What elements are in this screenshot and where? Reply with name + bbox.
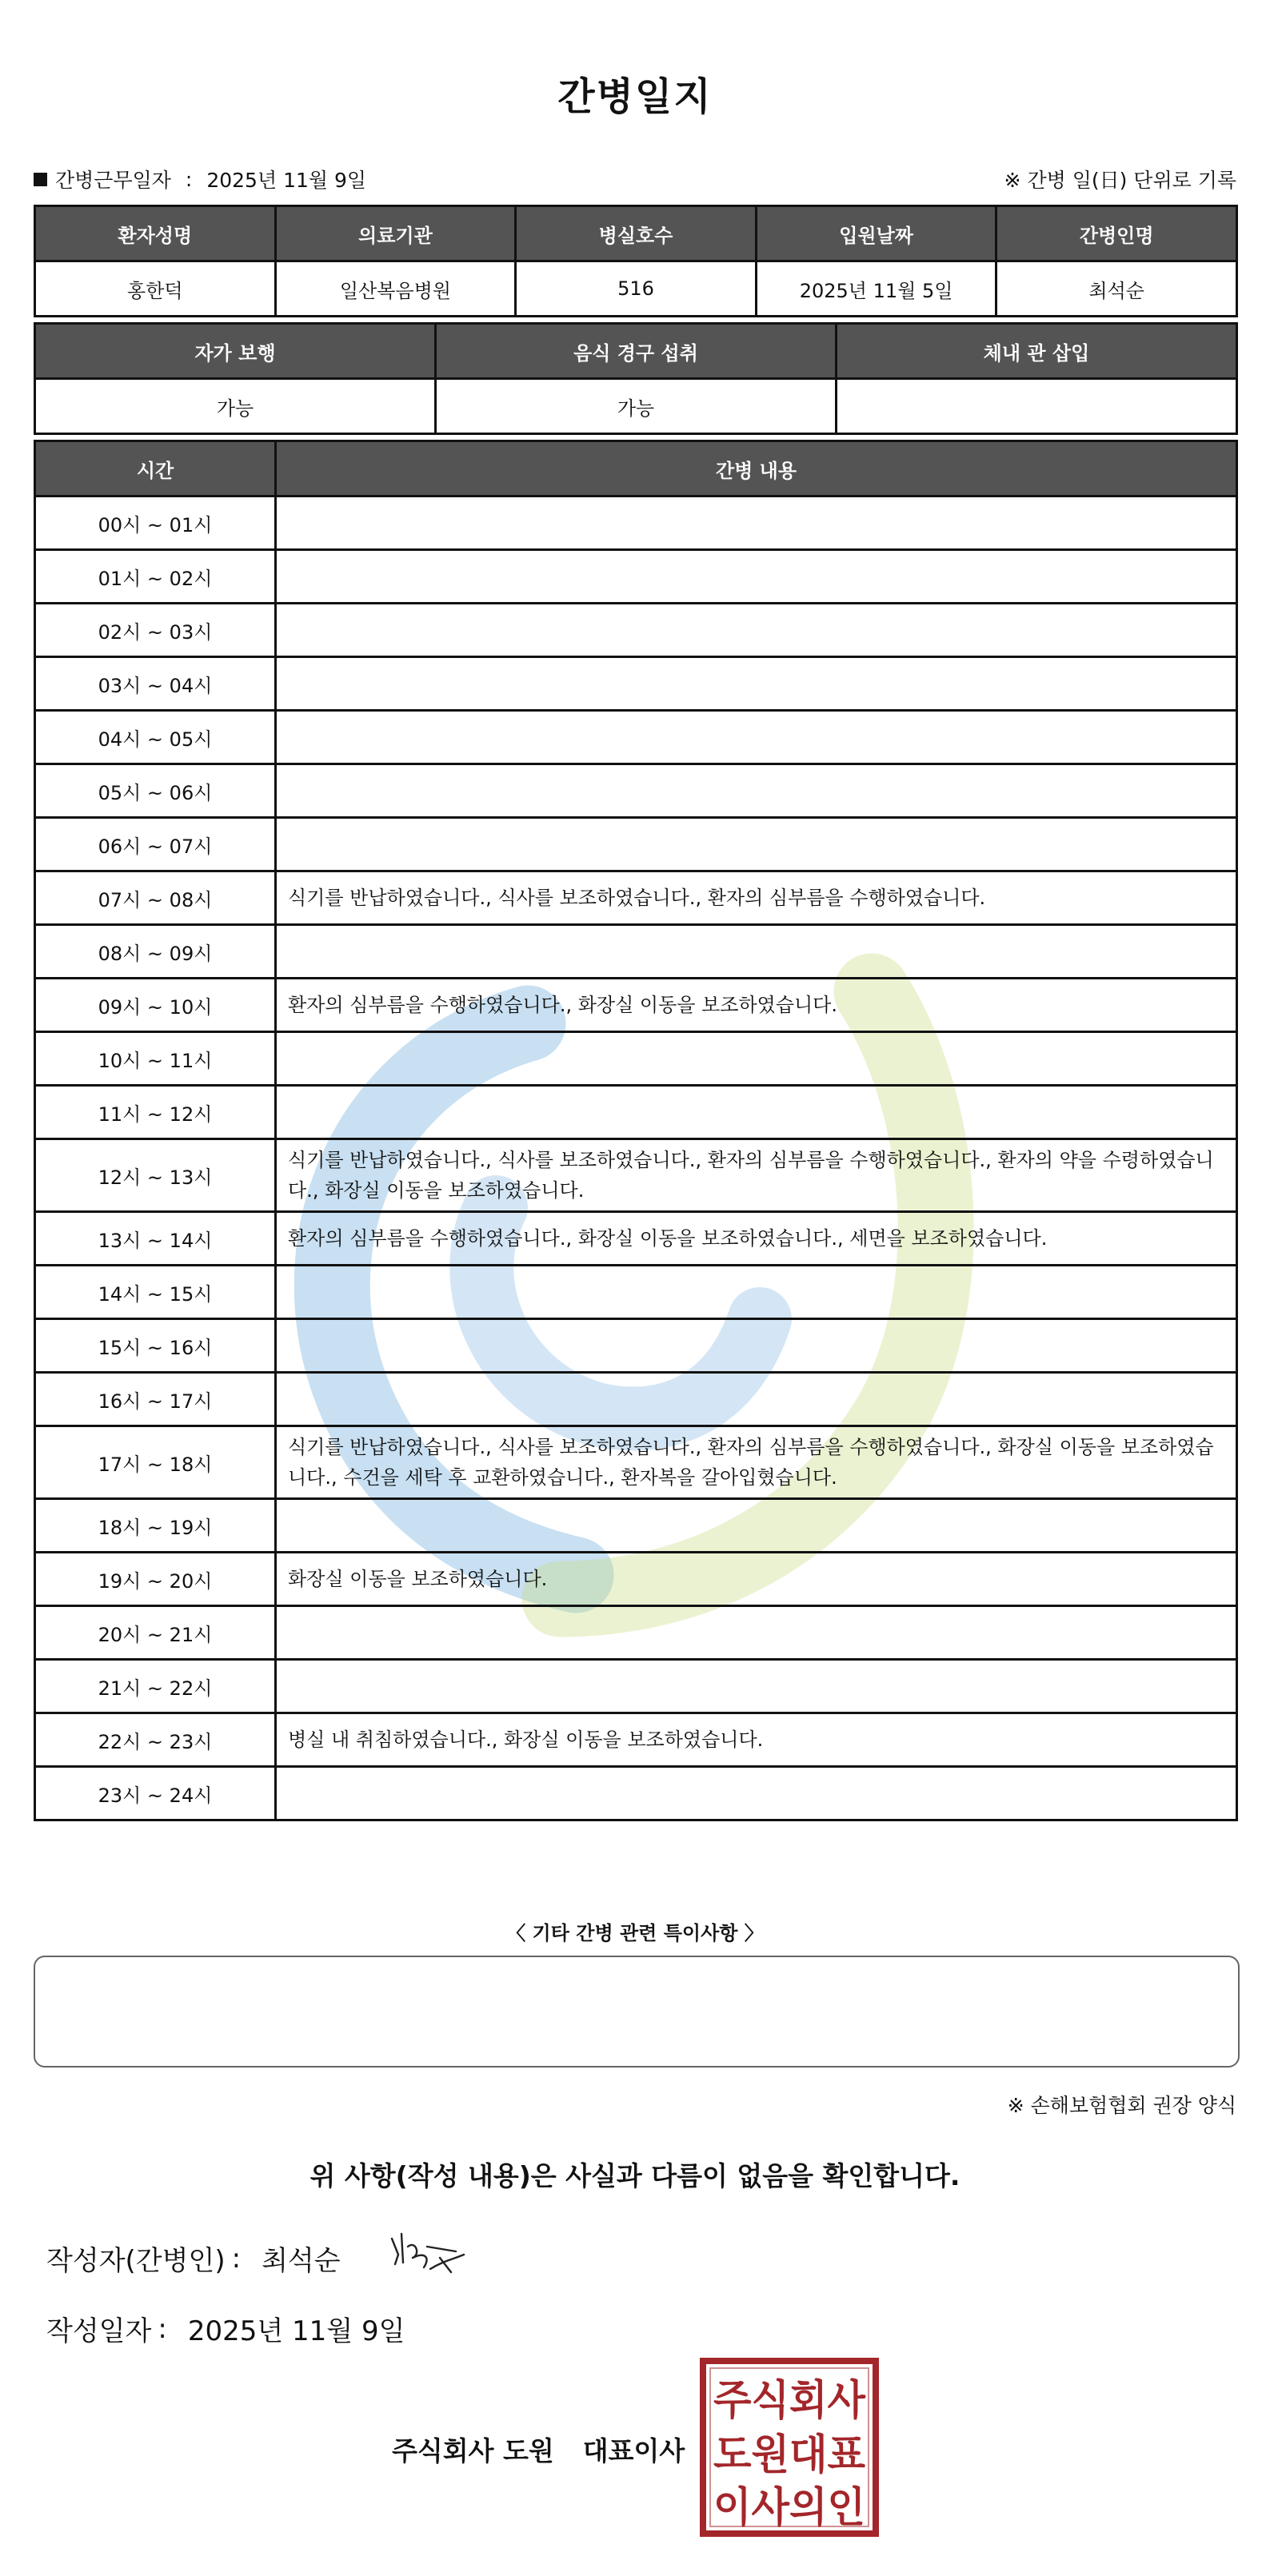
care-log-content — [276, 550, 1237, 604]
care-log-row — [35, 1606, 1237, 1660]
care-log-content — [276, 604, 1237, 657]
header-hospital: 의료기관 — [275, 206, 516, 261]
header-care-content: 간병 내용 — [276, 441, 1237, 496]
written-date-line — [46, 2309, 405, 2348]
patient-info-value-row — [35, 261, 1237, 317]
care-log-content — [276, 1373, 1237, 1426]
company-seal-stamp — [699, 2357, 880, 2538]
care-log-time: 13시 ~ 14시 — [35, 1212, 276, 1266]
care-log-row — [35, 550, 1237, 604]
care-log-content — [276, 1319, 1237, 1373]
care-log-time: 05시 ~ 06시 — [35, 764, 276, 818]
header-oral-intake: 음식 경구 섭취 — [436, 324, 837, 379]
care-log-time: 18시 ~ 19시 — [35, 1499, 276, 1553]
care-log-content — [276, 1086, 1237, 1139]
record-unit-note: ※ 간병 일(日) 단위로 기록 — [1004, 169, 1236, 192]
patient-info-table — [34, 205, 1238, 317]
care-log-time: 06시 ~ 07시 — [35, 818, 276, 871]
writer-name: 최석순 — [262, 2245, 341, 2277]
care-log-row — [35, 711, 1237, 764]
header-admission-date: 입원날짜 — [756, 206, 996, 261]
patient-name: 홍한덕 — [35, 261, 276, 317]
care-log-content: 식기를 반납하였습니다., 식사를 보조하였습니다., 환자의 심부름을 수행하였습니다. — [276, 871, 1237, 925]
header-room-number: 병실호수 — [516, 206, 757, 261]
tube-insertion-value — [837, 379, 1237, 434]
care-log-content: 환자의 심부름을 수행하였습니다., 화장실 이동을 보조하였습니다., 세면을 보조하였습니다. — [276, 1212, 1237, 1266]
care-log-row — [35, 1319, 1237, 1373]
representative-title: 대표이사 — [582, 2435, 685, 2466]
room-number: 516 — [516, 261, 757, 317]
care-log-time: 02시 ~ 03시 — [35, 604, 276, 657]
care-log-content — [276, 818, 1237, 871]
caregiver-name: 최석순 — [996, 261, 1237, 317]
care-log-row — [35, 1373, 1237, 1426]
notes-box — [34, 1956, 1240, 2068]
care-log-content: 병실 내 취침하였습니다., 화장실 이동을 보조하였습니다. — [276, 1713, 1237, 1767]
care-log-row — [35, 1266, 1237, 1319]
patient-status-value-row — [35, 379, 1237, 434]
care-log-time: 23시 ~ 24시 — [35, 1767, 276, 1820]
care-log-time: 22시 ~ 23시 — [35, 1713, 276, 1767]
care-log-row — [35, 764, 1237, 818]
care-log-row — [35, 1426, 1237, 1499]
care-log-content — [276, 496, 1237, 550]
patient-info-header-row — [35, 206, 1237, 261]
header-self-walking: 자가 보행 — [35, 324, 436, 379]
care-log-row — [35, 657, 1237, 711]
care-log-time: 19시 ~ 20시 — [35, 1553, 276, 1606]
header-caregiver-name: 간병인명 — [996, 206, 1237, 261]
care-log-row — [35, 1767, 1237, 1820]
care-log-content: 식기를 반납하였습니다., 식사를 보조하였습니다., 환자의 심부름을 수행하였습니다., 화장실 이동을 보조하였습니다., 수건을 세탁 후 교환하였습니다., 환자복을 갈아입혔습니다. — [276, 1426, 1237, 1499]
care-log-content — [276, 764, 1237, 818]
care-log-row — [35, 818, 1237, 871]
care-log-time: 00시 ~ 01시 — [35, 496, 276, 550]
care-log-row — [35, 925, 1237, 979]
care-log-row — [35, 604, 1237, 657]
admission-date: 2025년 11월 5일 — [756, 261, 996, 317]
care-log-time: 17시 ~ 18시 — [35, 1426, 276, 1499]
care-log-row — [35, 1139, 1237, 1212]
care-log-content — [276, 1499, 1237, 1553]
care-log-time: 03시 ~ 04시 — [35, 657, 276, 711]
work-date-value: 2025년 11월 9일 — [206, 169, 367, 192]
confirmation-statement: 위 사항(작성 내용)은 사실과 다름이 없음을 확인합니다. — [310, 2160, 960, 2191]
care-log-row — [35, 1086, 1237, 1139]
care-log-table — [34, 440, 1238, 1821]
work-date-line — [34, 165, 366, 193]
seal-text-line-1: 주식회사 — [713, 2377, 866, 2425]
care-log-time: 01시 ~ 02시 — [35, 550, 276, 604]
notes-title: 〈 기타 간병 관련 특이사항 〉 — [506, 1922, 764, 1944]
care-log-time: 08시 ~ 09시 — [35, 925, 276, 979]
care-log-time: 12시 ~ 13시 — [35, 1139, 276, 1212]
care-log-time: 10시 ~ 11시 — [35, 1032, 276, 1086]
care-log-time: 04시 ~ 05시 — [35, 711, 276, 764]
care-log-content — [276, 1032, 1237, 1086]
hospital-name: 일산복음병원 — [275, 261, 516, 317]
care-log-content — [276, 657, 1237, 711]
header-patient-name: 환자성명 — [35, 206, 276, 261]
care-log-row — [35, 979, 1237, 1032]
square-bullet-icon — [34, 173, 47, 186]
written-date-label: 작성일자 — [46, 2315, 152, 2347]
written-date-value: 2025년 11월 9일 — [187, 2315, 405, 2347]
self-walking-value: 가능 — [35, 379, 436, 434]
care-log-row — [35, 1660, 1237, 1713]
care-log-header-row — [35, 441, 1237, 496]
writer-line — [46, 2239, 341, 2278]
patient-status-table — [34, 322, 1238, 435]
signature-image — [384, 2223, 480, 2287]
care-log-row — [35, 1713, 1237, 1767]
writer-label: 작성자(간병인) — [46, 2245, 226, 2277]
patient-status-header-row — [35, 324, 1237, 379]
care-log-time: 15시 ~ 16시 — [35, 1319, 276, 1373]
care-log-content: 화장실 이동을 보조하였습니다. — [276, 1553, 1237, 1606]
care-log-time: 09시 ~ 10시 — [35, 979, 276, 1032]
care-log-time: 07시 ~ 08시 — [35, 871, 276, 925]
care-log-row — [35, 871, 1237, 925]
header-tube-insertion: 체내 관 삽입 — [837, 324, 1237, 379]
care-log-content: 식기를 반납하였습니다., 식사를 보조하였습니다., 환자의 심부름을 수행하였습니다., 환자의 약을 수령하였습니다., 화장실 이동을 보조하였습니다. — [276, 1139, 1237, 1212]
company-name: 주식회사 도원 — [392, 2435, 554, 2466]
seal-text-line-2: 도원대표 — [713, 2431, 865, 2479]
care-log-time: 21시 ~ 22시 — [35, 1660, 276, 1713]
written-date-colon: : — [158, 2312, 167, 2345]
care-log-content — [276, 1606, 1237, 1660]
care-log-time: 11시 ~ 12시 — [35, 1086, 276, 1139]
care-log-content: 환자의 심부름을 수행하였습니다., 화장실 이동을 보조하였습니다. — [276, 979, 1237, 1032]
care-log-row — [35, 1212, 1237, 1266]
oral-intake-value: 가능 — [436, 379, 837, 434]
writer-colon: : — [231, 2242, 242, 2275]
care-log-time: 20시 ~ 21시 — [35, 1606, 276, 1660]
care-log-content — [276, 1767, 1237, 1820]
company-signature-line — [392, 2430, 685, 2468]
work-date-colon: : — [185, 167, 193, 191]
seal-text-line-3: 이사의인 — [713, 2484, 865, 2532]
work-date-label: 간병근무일자 — [55, 169, 171, 192]
care-log-content — [276, 711, 1237, 764]
recommendation-note: ※ 손해보험협회 권장 양식 — [1007, 2094, 1236, 2117]
header-time: 시간 — [35, 441, 276, 496]
care-log-time: 14시 ~ 15시 — [35, 1266, 276, 1319]
care-log-time: 16시 ~ 17시 — [35, 1373, 276, 1426]
care-log-row — [35, 1499, 1237, 1553]
care-log-row — [35, 1032, 1237, 1086]
care-log-content — [276, 1660, 1237, 1713]
care-log-row — [35, 1553, 1237, 1606]
care-log-body — [35, 496, 1237, 1820]
care-log-row — [35, 496, 1237, 550]
care-log-content — [276, 925, 1237, 979]
page-title: 간병일지 — [557, 74, 713, 119]
care-log-content — [276, 1266, 1237, 1319]
